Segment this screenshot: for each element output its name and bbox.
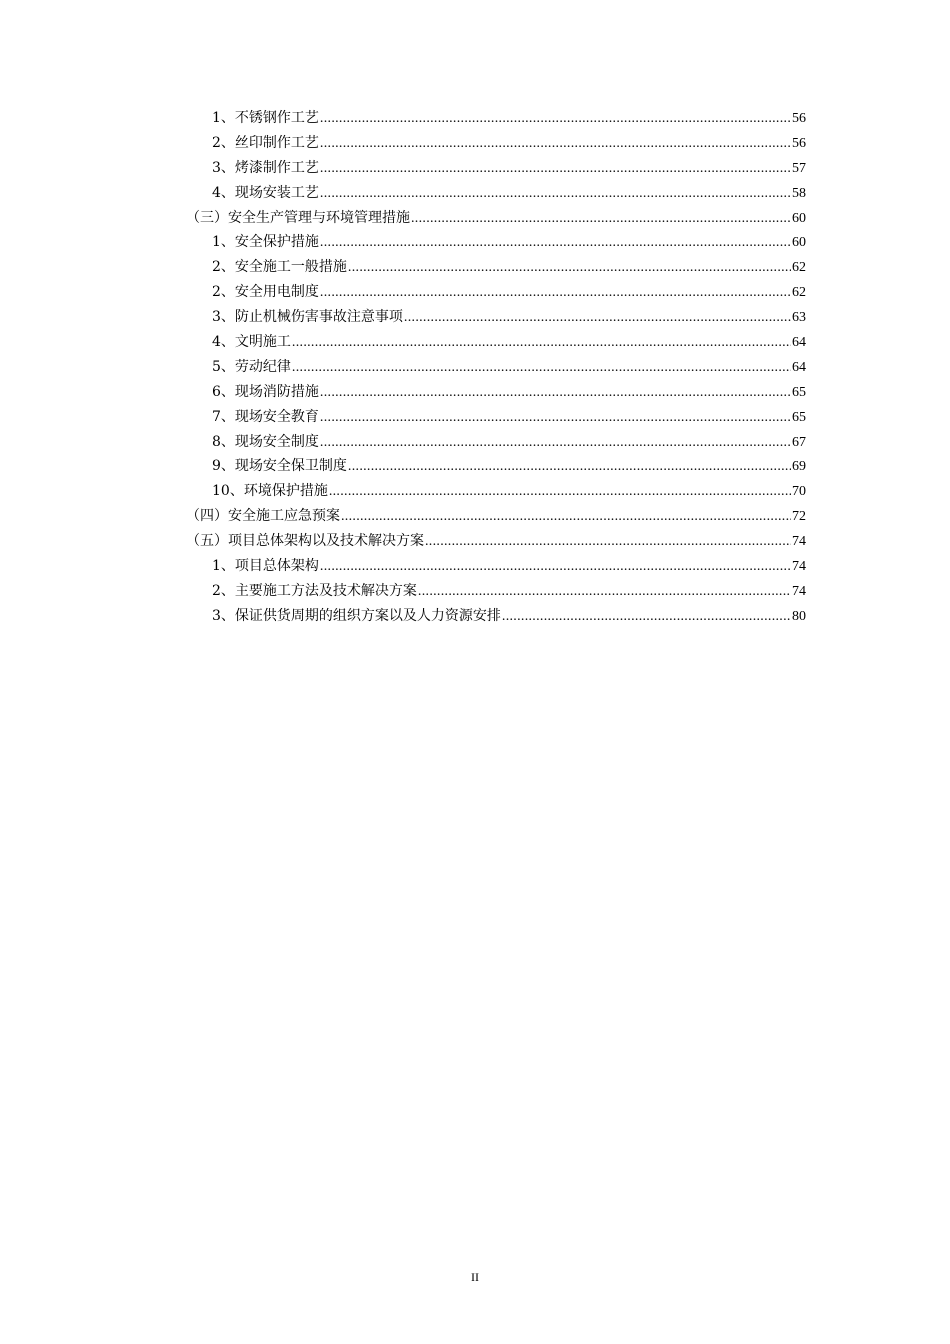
toc-entry[interactable] [186, 106, 806, 131]
toc-entry[interactable] [186, 579, 806, 604]
toc-dot-leader [292, 331, 791, 356]
toc-dot-leader [320, 107, 791, 132]
toc-dot-leader [320, 555, 791, 580]
toc-entry-page-number: 64 [792, 335, 806, 351]
toc-entry-page-number: 65 [792, 409, 806, 425]
toc-entry-title: 7、现场安全教育 [212, 408, 319, 425]
toc-entry-title: （五）项目总体架构以及技术解决方案 [186, 533, 424, 550]
toc-entry-title: 8、现场安全制度 [212, 433, 319, 450]
toc-dot-leader [425, 530, 791, 555]
toc-entry[interactable] [186, 504, 806, 529]
toc-entry-page-number: 67 [792, 434, 806, 450]
toc-dot-leader [320, 157, 791, 182]
toc-entry[interactable] [186, 355, 806, 380]
toc-entry-page-number: 72 [792, 509, 806, 525]
toc-entry[interactable] [186, 305, 806, 330]
toc-dot-leader [329, 480, 791, 505]
toc-entry-title: 4、现场安装工艺 [212, 184, 319, 201]
toc-entry[interactable] [186, 330, 806, 355]
toc-dot-leader [320, 182, 791, 207]
toc-dot-leader [320, 381, 791, 406]
toc-dot-leader [320, 431, 791, 456]
toc-entry-page-number: 60 [792, 235, 806, 251]
toc-entry-page-number: 74 [792, 534, 806, 550]
toc-entry[interactable] [186, 554, 806, 579]
toc-dot-leader [418, 580, 791, 605]
toc-entry[interactable] [186, 454, 806, 479]
toc-dot-leader [341, 505, 791, 530]
toc-entry-page-number: 69 [792, 459, 806, 475]
toc-entry[interactable] [186, 156, 806, 181]
toc-entry-title: 3、保证供货周期的组织方案以及人力资源安排 [212, 607, 501, 624]
toc-entry-page-number: 58 [792, 185, 806, 201]
toc-dot-leader [348, 455, 791, 480]
toc-entry-title: 5、劳动纪律 [212, 358, 291, 375]
toc-entry-title: 10、环境保护措施 [212, 483, 328, 500]
toc-entry-title: 4、文明施工 [212, 334, 291, 351]
toc-entry-page-number: 62 [792, 260, 806, 276]
toc-entry-page-number: 62 [792, 285, 806, 301]
toc-entry-page-number: 57 [792, 160, 806, 176]
toc-dot-leader [348, 256, 791, 281]
toc-entry-page-number: 80 [792, 608, 806, 624]
toc-dot-leader [320, 132, 791, 157]
toc-entry-title: 2、主要施工方法及技术解决方案 [212, 582, 417, 599]
toc-dot-leader [411, 207, 791, 232]
toc-entry-title: 1、项目总体架构 [212, 558, 319, 575]
toc-entry[interactable] [186, 230, 806, 255]
toc-entry-title: 2、丝印制作工艺 [212, 134, 319, 151]
toc-dot-leader [292, 356, 791, 381]
page-number: II [471, 1270, 479, 1284]
toc-entry-title: 1、安全保护措施 [212, 234, 319, 251]
toc-entry-page-number: 60 [792, 210, 806, 226]
toc-entry[interactable] [186, 131, 806, 156]
toc-entry[interactable] [186, 181, 806, 206]
toc-entry-title: 2、安全施工一般措施 [212, 259, 347, 276]
toc-entry[interactable] [186, 206, 806, 231]
toc-entry[interactable] [186, 430, 806, 455]
toc-entry-page-number: 64 [792, 359, 806, 375]
toc-entry[interactable] [186, 255, 806, 280]
toc-entry-page-number: 63 [792, 310, 806, 326]
toc-dot-leader [320, 406, 791, 431]
toc-entry[interactable] [186, 604, 806, 629]
toc-entry-title: 9、现场安全保卫制度 [212, 458, 347, 475]
toc-entry-page-number: 56 [792, 111, 806, 126]
toc-dot-leader [320, 281, 791, 306]
toc-entry-title: 3、烤漆制作工艺 [212, 159, 319, 176]
toc-entry[interactable] [186, 380, 806, 405]
toc-entry-page-number: 70 [792, 484, 806, 500]
toc-entry-title: 3、防止机械伤害事故注意事项 [212, 309, 403, 326]
toc-entry-title: （三）安全生产管理与环境管理措施 [186, 209, 410, 226]
toc-dot-leader [502, 605, 791, 630]
toc-entry[interactable] [186, 405, 806, 430]
toc-entry-title: 2、安全用电制度 [212, 284, 319, 301]
toc-entry-page-number: 74 [792, 559, 806, 575]
toc-entry-title: 6、现场消防措施 [212, 383, 319, 400]
toc-entry-page-number: 56 [792, 135, 806, 151]
toc-entry-title: 1、不锈钢作工艺 [212, 110, 319, 126]
toc-dot-leader [404, 306, 791, 331]
toc-entry-page-number: 74 [792, 583, 806, 599]
toc-entry[interactable] [186, 479, 806, 504]
toc-dot-leader [320, 231, 791, 256]
table-of-contents [186, 106, 806, 629]
toc-entry-title: （四）安全施工应急预案 [186, 508, 340, 525]
toc-entry[interactable] [186, 529, 806, 554]
toc-entry[interactable] [186, 280, 806, 305]
toc-entry-page-number: 65 [792, 384, 806, 400]
